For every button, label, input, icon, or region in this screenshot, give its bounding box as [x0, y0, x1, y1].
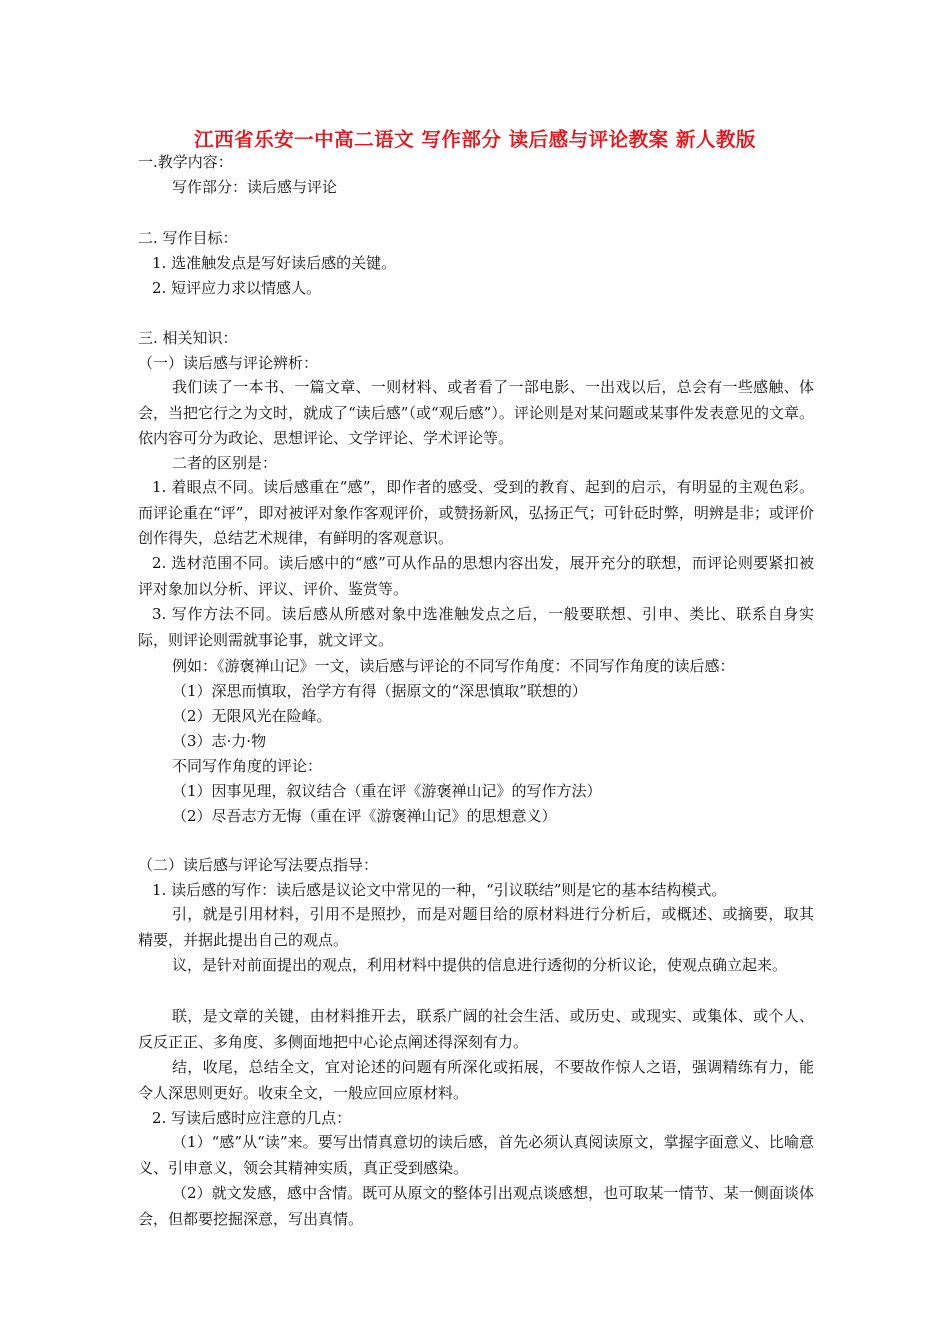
difference-item-3: 3. 写作方法不同。读后感从所感对象中选准触发点之后，一般要联想、引申、类比、联系自身实际，则评论则需就事论事，就文评文。: [138, 605, 814, 649]
section-2-heading: 二. 写作目标：: [138, 229, 238, 247]
comment-item-1: （1）因事见理，叙议结合（重在评《游褒禅山记》的写作方法）: [172, 782, 602, 800]
example-item-2: （2）无限风光在险峰。: [172, 707, 332, 725]
difference-item-2: 2. 选材范围不同。读后感中的“感”可从作品的思想内容出发，展开充分的联想，而评论则要紧扣被评对象加以分析、评议、评价、鉴赏等。: [138, 554, 814, 598]
subsection-2-heading: （二）读后感与评论写法要点指导：: [138, 856, 379, 874]
note-1: （1）“感”从“读”来。要写出情真意切的读后感，首先必须认真阅读原文，掌握字面意义、比喻意义、引申意义，领会其精神实质，真正受到感染。: [138, 1133, 814, 1177]
section-1-content: 写作部分：读后感与评论: [172, 178, 338, 196]
difference-item-1: 1. 着眼点不同。读后感重在“感”，即作者的感受、受到的教育、起到的启示，有明显的主观色彩。而评论重在“评”，即对被评对象作客观评价，或赞扬新风，弘扬正气；可针砭时弊，明辨是非；或评价创作得失，总结艺术规律，有鲜明的客观意识。: [138, 478, 814, 547]
document-title: 江西省乐安一中高二语文 写作部分 读后感与评论教案 新人教版: [194, 128, 756, 151]
goal-item-2: 2. 短评应力求以情感人。: [152, 279, 322, 297]
paragraph-lian: 联，是文章的关键，由材料推开去，联系广阔的社会生活、或历史、或现实、或集体、或个人、反反正正、多角度、多侧面地把中心论点阐述得深刻有力。: [138, 1007, 814, 1051]
paragraph-yin: 引，就是引用材料，引用不是照抄，而是对题目给的原材料进行分析后，或概述、或摘要，取其精要，并据此提出自己的观点。: [138, 905, 814, 949]
subsection-1-heading: （一）读后感与评论辨析：: [138, 354, 319, 372]
writing-item-1: 1. 读后感的写作：读后感是议论文中常见的一种，“引议联结”则是它的基本结构模式。: [152, 881, 727, 899]
note-2: （2）就文发感，感中含情。既可从原文的整体引出观点谈感想，也可取某一情节、某一侧面谈体会，但都要挖掘深意，写出真情。: [138, 1184, 814, 1228]
goal-item-1: 1. 选准触发点是写好读后感的关键。: [152, 254, 397, 272]
comment-intro: 不同写作角度的评论：: [172, 757, 323, 775]
example-item-1: （1）深思而慎取，治学方有得（据原文的“深思慎取”联想的）: [172, 682, 587, 700]
difference-intro: 二者的区别是：: [172, 454, 278, 472]
comment-item-2: （2）尽吾志方无悔（重在评《游褒禅山记》的思想意义）: [172, 807, 557, 825]
section-3-heading: 三. 相关知识：: [138, 329, 238, 347]
example-intro: 例如：《游褒禅山记》一文，读后感与评论的不同写作角度：不同写作角度的读后感：: [172, 657, 735, 675]
writing-item-2: 2. 写读后感时应注意的几点：: [152, 1109, 352, 1127]
subsection-1-paragraph: 我们读了一本书、一篇文章、一则材料、或者看了一部电影、一出戏以后，总会有一些感触、体会，当把它行之为文时，就成了“读后感”（或“观后感”）。评论则是对某问题或某事件发表意见的文章。依内容可分为政论、思想评论、文学评论、学术评论等。: [138, 378, 814, 447]
section-1-heading: 一.教学内容：: [138, 153, 233, 171]
paragraph-jie: 结，收尾，总结全文，宜对论述的问题有所深化或拓展，不要故作惊人之语，强调精练有力，能令人深思则更好。收束全文，一般应回应原材料。: [138, 1058, 814, 1102]
paragraph-yi: 议，是针对前面提出的观点，利用材料中提供的信息进行透彻的分析议论，使观点确立起来。: [172, 956, 788, 974]
example-item-3: （3）志·力·物: [172, 732, 267, 750]
